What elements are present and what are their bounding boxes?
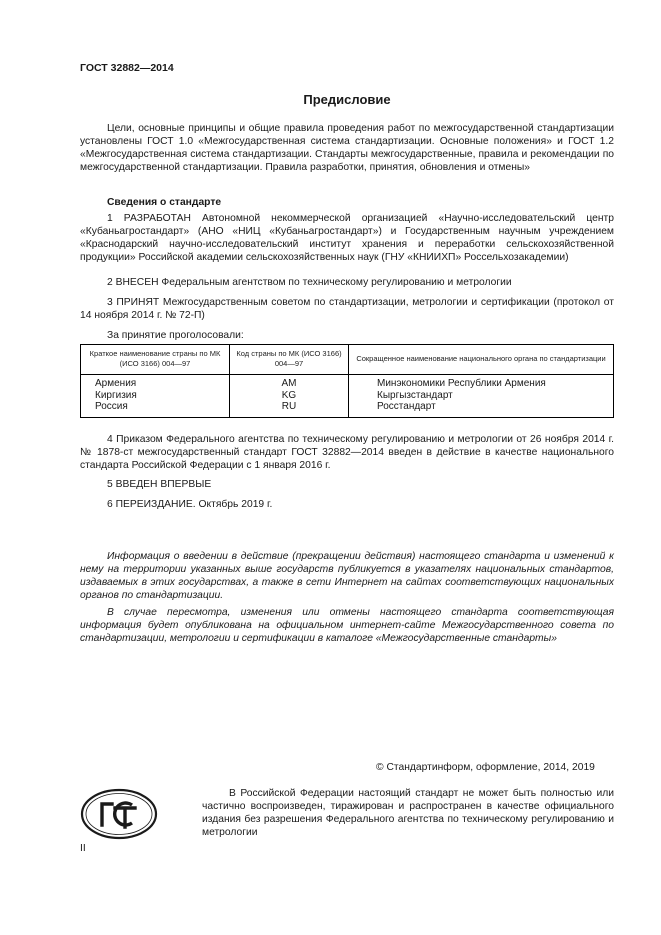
table-header-code: Код страны по МК (ИСО 3166) 004—97 [230,345,349,375]
item-3-adopted: 3 ПРИНЯТ Межгосударственным советом по стандартизации, метрологии и сертификации (протокол от 14 ноября 2014 г. № 72-П) [80,297,614,321]
country-code: AM [281,378,297,389]
about-standard-heading: Сведения о стандарте [107,197,222,208]
page-number: II [80,843,86,854]
item-6-reissue: 6 ПЕРЕИЗДАНИЕ. Октябрь 2019 г. [107,499,273,510]
country-name: Киргизия [95,389,137,401]
country-codes-cell [230,375,349,418]
standard-code-header: ГОСТ 32882—2014 [80,62,174,74]
reproduction-notice: В Российской Федерации настоящий стандарт не может быть полностью или частично воспроизведен, тиражирован и распространен в качестве официального издания без разрешения Федерального агентства по техническому регулированию и метрологии [202,788,614,838]
national-body: Минэкономики Республики Армения [377,378,546,389]
country-code: KG [281,389,297,401]
page-title: Предисловие [303,92,391,107]
item-1-developed: 1 РАЗРАБОТАН Автономной некоммерческой организацией «Научно-исследовательский центр «Кубаньагростандарт» (АНО «НИЦ «Кубаньагростандарт») и Государственным научным учреждением «Краснодарский научно-исследовательский институт хранения и переработки сельскохозяйственной продукции» Российской академии сельскохозяйственных наук (ГНУ «КНИИХП» Россельхозакадемии) [80,213,614,263]
table-header-row [81,345,614,375]
country-name: Россия [95,401,128,412]
table-header-body: Сокращенное наименование национального органа по стандартизации [349,345,614,375]
national-bodies-cell [349,375,614,418]
country-names-cell [81,375,230,418]
intro-paragraph: Цели, основные принципы и общие правила проведения работ по межгосударственной стандартизации установлены ГОСТ 1.0 «Межгосударственная система стандартизации. Основные положения» и ГОСТ 1.2 «Межгосударственная система стандартизации. Стандарты межгосударственные, правила и рекомендации по межгосударственной стандартизации. Правила разработки, принятия, обновления и отмены» [80,123,614,173]
country-name: Армения [95,378,137,389]
voting-countries-table [80,344,614,418]
table-header-country: Краткое наименование страны по МК (ИСО 3166) 004—97 [81,345,230,375]
copyright-line: © Стандартинформ, оформление, 2014, 2019 [376,762,595,773]
item-2-submitted: 2 ВНЕСЕН Федеральным агентством по техническому регулированию и метрологии [107,277,512,288]
item-5-first-introduced: 5 ВВЕДЕН ВПЕРВЫЕ [107,479,212,490]
gost-logo-icon [80,788,158,840]
item-4-enacted: 4 Приказом Федерального агентства по техническому регулированию и метрологии от 26 ноября 2014 г. № 1878-ст межгосударственный стандарт ГОСТ 32882—2014 введен в действие в качестве национального стандарта Российской Федерации с 1 января 2016 г. [80,434,614,471]
info-paragraph-1: Информация о введении в действие (прекращении действия) настоящего стандарта и изменений к нему на территории указанных выше государств публикуется в указателях национальных стандартов, издаваемых в этих государствах, а также в сети Интернет на сайтах соответствующих национальных органов по стандартизации. [80,551,614,601]
table-row [81,375,614,418]
country-code: RU [281,401,297,412]
national-body: Росстандарт [377,401,436,412]
voted-for-label: За принятие проголосовали: [107,330,244,341]
info-paragraph-2: В случае пересмотра, изменения или отмены настоящего стандарта соответствующая информация будет опубликована на официальном интернет-сайте Межгосударственного совета по стандартизации, метрологии и сертификации в каталоге «Межгосударственные стандарты» [80,607,614,644]
national-body: Кыргызстандарт [377,389,453,401]
